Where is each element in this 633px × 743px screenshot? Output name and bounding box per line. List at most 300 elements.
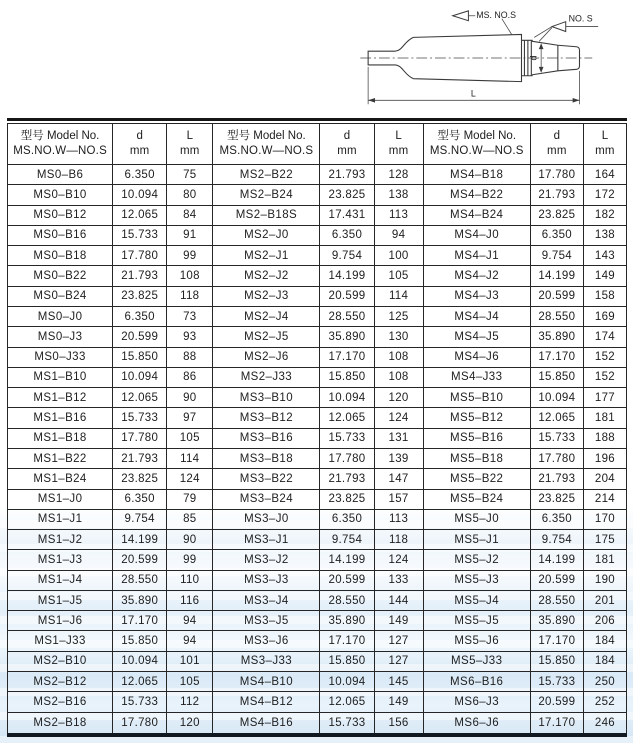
- l-cell: 214: [583, 489, 626, 509]
- nos-label: NO. S: [568, 13, 593, 24]
- model-cell: MS4–B10: [213, 672, 320, 692]
- d-cell: 23.825: [113, 469, 167, 489]
- d-cell: 17.170: [530, 712, 583, 735]
- model-cell: MS4–J2: [423, 266, 530, 286]
- model-cell: MS2–B22: [213, 165, 320, 185]
- model-cell: MS5–B16: [423, 428, 530, 448]
- l-cell: 158: [583, 286, 626, 306]
- model-cell: MS5–J5: [423, 611, 530, 631]
- table-row: [8, 266, 627, 286]
- l-cell: 184: [583, 651, 626, 671]
- l-cell: 138: [374, 185, 423, 205]
- d-cell: 15.733: [320, 428, 374, 448]
- l-cell: 188: [583, 428, 626, 448]
- d-cell: 10.094: [113, 651, 167, 671]
- d-cell: 15.733: [113, 225, 167, 245]
- l-cell: 127: [374, 631, 423, 651]
- d-cell: 35.890: [320, 611, 374, 631]
- spec-table-header: [8, 124, 627, 165]
- d-cell: 14.199: [320, 550, 374, 570]
- model-cell: MS3–B24: [213, 489, 320, 509]
- table-row: [8, 570, 627, 590]
- table-row: [8, 509, 627, 529]
- l-cell: 144: [374, 590, 423, 610]
- model-cell: MS5–J33: [423, 651, 530, 671]
- d-cell: 17.780: [113, 712, 167, 735]
- l-cell: 149: [374, 692, 423, 712]
- l-cell: 201: [583, 590, 626, 610]
- l-cell: 181: [583, 408, 626, 428]
- model-cell: MS0–J33: [8, 347, 113, 367]
- d-cell: 9.754: [530, 246, 583, 266]
- d-cell: 6.350: [320, 509, 374, 529]
- model-cell: MS5–B10: [423, 388, 530, 408]
- l-cell: 177: [583, 388, 626, 408]
- d-cell: 20.599: [113, 550, 167, 570]
- table-row: [8, 469, 627, 489]
- l-cell: 149: [583, 266, 626, 286]
- l-cell: 84: [167, 205, 213, 225]
- header-d-3: d mm: [530, 124, 583, 165]
- ms-nos-arrow: [453, 11, 469, 21]
- d-cell: 6.350: [530, 225, 583, 245]
- header-model-3: 型号 Model No. MS.NO.W—NO.S: [423, 124, 530, 165]
- arbor-technical-drawing: [356, 2, 628, 118]
- d-cell: 15.850: [320, 367, 374, 387]
- l-cell: 174: [583, 327, 626, 347]
- l-cell: 170: [583, 509, 626, 529]
- model-cell: MS2–J0: [213, 225, 320, 245]
- nos-leader-2: [539, 28, 552, 42]
- model-cell: MS5–J2: [423, 550, 530, 570]
- table-row: [8, 347, 627, 367]
- table-row: [8, 550, 627, 570]
- table-row: [8, 185, 627, 205]
- d-cell: 20.599: [320, 286, 374, 306]
- model-cell: MS1–B24: [8, 469, 113, 489]
- l-cell: 206: [583, 611, 626, 631]
- model-cell: MS4–B12: [213, 692, 320, 712]
- table-row: [8, 672, 627, 692]
- l-cell: 91: [167, 225, 213, 245]
- d-cell: 9.754: [530, 530, 583, 550]
- model-cell: MS1–B16: [8, 408, 113, 428]
- model-cell: MS1–J33: [8, 631, 113, 651]
- model-cell: MS5–J6: [423, 631, 530, 651]
- d-cell: 35.890: [113, 590, 167, 610]
- model-cell: MS2–J2: [213, 266, 320, 286]
- l-cell: 169: [583, 306, 626, 326]
- d-cell: 15.850: [320, 651, 374, 671]
- table-row: [8, 611, 627, 631]
- model-cell: MS6–B16: [423, 672, 530, 692]
- model-cell: MS0–B6: [8, 165, 113, 185]
- l-cell: 93: [167, 327, 213, 347]
- model-cell: MS1–J5: [8, 590, 113, 610]
- model-cell: MS5–J1: [423, 530, 530, 550]
- l-cell: 125: [374, 306, 423, 326]
- ms-nos-label: MS. NO.S: [476, 10, 517, 21]
- L-arrow-right: [573, 98, 580, 103]
- l-cell: 127: [374, 651, 423, 671]
- model-cell: MS5–B24: [423, 489, 530, 509]
- d-cell: 17.170: [320, 347, 374, 367]
- model-cell: MS2–B18S: [213, 205, 320, 225]
- d-cell: 20.599: [530, 570, 583, 590]
- table-row: [8, 489, 627, 509]
- d-cell: 17.170: [113, 611, 167, 631]
- l-cell: 120: [167, 712, 213, 735]
- l-cell: 79: [167, 489, 213, 509]
- model-cell: MS0–B22: [8, 266, 113, 286]
- d-cell: 28.550: [530, 306, 583, 326]
- d-cell: 14.199: [530, 266, 583, 286]
- model-cell: MS4–J4: [423, 306, 530, 326]
- table-row: [8, 205, 627, 225]
- d-cell: 14.199: [113, 530, 167, 550]
- header-model-2: 型号 Model No. MS.NO.W—NO.S: [213, 124, 320, 165]
- d-cell: 21.793: [113, 448, 167, 468]
- l-cell: 120: [374, 388, 423, 408]
- header-l-3: L mm: [583, 124, 626, 165]
- l-cell: 252: [583, 692, 626, 712]
- model-cell: MS3–B12: [213, 408, 320, 428]
- l-cell: 124: [374, 408, 423, 428]
- l-cell: 97: [167, 408, 213, 428]
- table-row: [8, 225, 627, 245]
- d-cell: 23.825: [113, 286, 167, 306]
- spec-table-wrap: [7, 118, 627, 737]
- model-cell: MS5–J4: [423, 590, 530, 610]
- d-cell: 10.094: [320, 672, 374, 692]
- l-cell: 152: [583, 347, 626, 367]
- l-cell: 182: [583, 205, 626, 225]
- d-cell: 17.780: [113, 246, 167, 266]
- l-cell: 128: [374, 165, 423, 185]
- model-cell: MS1–J6: [8, 611, 113, 631]
- model-cell: MS3–B18: [213, 448, 320, 468]
- d-cell: 15.733: [113, 408, 167, 428]
- d-cell: 17.170: [320, 631, 374, 651]
- d-cell: 15.733: [320, 712, 374, 735]
- l-cell: 101: [167, 651, 213, 671]
- l-cell: 108: [167, 266, 213, 286]
- d-cell: 20.599: [320, 570, 374, 590]
- table-row: [8, 286, 627, 306]
- l-cell: 108: [374, 347, 423, 367]
- l-cell: 80: [167, 185, 213, 205]
- d-cell: 17.780: [530, 165, 583, 185]
- d-cell: 20.599: [530, 692, 583, 712]
- model-cell: MS2–J6: [213, 347, 320, 367]
- d-cell: 6.350: [320, 225, 374, 245]
- L-dimension-label: L: [470, 88, 476, 99]
- l-cell: 124: [374, 550, 423, 570]
- l-cell: 147: [374, 469, 423, 489]
- d-cell: 17.431: [320, 205, 374, 225]
- model-cell: MS4–J6: [423, 347, 530, 367]
- d-cell: 28.550: [530, 590, 583, 610]
- model-cell: MS3–J0: [213, 509, 320, 529]
- d-cell: 17.780: [113, 428, 167, 448]
- model-cell: MS4–J5: [423, 327, 530, 347]
- d-cell: 21.793: [113, 266, 167, 286]
- model-cell: MS4–B24: [423, 205, 530, 225]
- model-cell: MS5–J0: [423, 509, 530, 529]
- l-cell: 149: [374, 611, 423, 631]
- d-cell: 35.890: [530, 611, 583, 631]
- d-cell: 17.780: [320, 448, 374, 468]
- model-cell: MS4–B22: [423, 185, 530, 205]
- l-cell: 94: [167, 631, 213, 651]
- model-cell: MS6–J6: [423, 712, 530, 735]
- l-cell: 133: [374, 570, 423, 590]
- model-cell: MS2–J5: [213, 327, 320, 347]
- model-cell: MS3–J2: [213, 550, 320, 570]
- l-cell: 118: [374, 530, 423, 550]
- model-cell: MS5–B22: [423, 469, 530, 489]
- d-dimension-label: d: [528, 55, 539, 61]
- model-cell: MS4–J0: [423, 225, 530, 245]
- d-cell: 15.850: [113, 347, 167, 367]
- l-cell: 90: [167, 388, 213, 408]
- model-cell: MS1–B10: [8, 367, 113, 387]
- d-cell: 28.550: [320, 590, 374, 610]
- l-cell: 152: [583, 367, 626, 387]
- nos-leader-1: [534, 27, 552, 38]
- d-cell: 21.793: [530, 185, 583, 205]
- l-cell: 105: [167, 428, 213, 448]
- model-cell: MS1–J3: [8, 550, 113, 570]
- model-cell: MS3–B16: [213, 428, 320, 448]
- model-cell: MS0–B24: [8, 286, 113, 306]
- d-cell: 17.170: [530, 347, 583, 367]
- model-cell: MS4–J3: [423, 286, 530, 306]
- d-cell: 17.170: [530, 631, 583, 651]
- l-cell: 250: [583, 672, 626, 692]
- d-cell: 23.825: [530, 489, 583, 509]
- d-cell: 17.780: [530, 448, 583, 468]
- table-row: [8, 408, 627, 428]
- l-cell: 113: [374, 509, 423, 529]
- d-cell: 15.733: [530, 428, 583, 448]
- l-cell: 143: [583, 246, 626, 266]
- l-cell: 99: [167, 550, 213, 570]
- table-row: [8, 631, 627, 651]
- l-cell: 113: [374, 205, 423, 225]
- d-cell: 9.754: [113, 509, 167, 529]
- l-cell: 139: [374, 448, 423, 468]
- model-cell: MS4–J1: [423, 246, 530, 266]
- d-arrow-up: [539, 43, 544, 49]
- l-cell: 73: [167, 306, 213, 326]
- l-cell: 175: [583, 530, 626, 550]
- d-cell: 15.850: [113, 631, 167, 651]
- header-row: [8, 124, 627, 165]
- l-cell: 85: [167, 509, 213, 529]
- nos-arrow: [552, 22, 566, 32]
- table-row: [8, 306, 627, 326]
- model-cell: MS2–B12: [8, 672, 113, 692]
- table-row: [8, 327, 627, 347]
- l-cell: 112: [167, 692, 213, 712]
- model-cell: MS3–J5: [213, 611, 320, 631]
- d-cell: 23.825: [320, 185, 374, 205]
- l-cell: 108: [374, 367, 423, 387]
- d-cell: 20.599: [530, 286, 583, 306]
- d-cell: 28.550: [320, 306, 374, 326]
- table-row: [8, 692, 627, 712]
- model-cell: MS1–J0: [8, 489, 113, 509]
- l-cell: 110: [167, 570, 213, 590]
- model-cell: MS0–B16: [8, 225, 113, 245]
- l-cell: 145: [374, 672, 423, 692]
- model-cell: MS4–J33: [423, 367, 530, 387]
- model-cell: MS2–B16: [8, 692, 113, 712]
- model-cell: MS2–B18: [8, 712, 113, 735]
- model-cell: MS3–B22: [213, 469, 320, 489]
- model-cell: MS0–B18: [8, 246, 113, 266]
- model-cell: MS3–J1: [213, 530, 320, 550]
- model-cell: MS2–B24: [213, 185, 320, 205]
- d-cell: 12.065: [113, 672, 167, 692]
- d-cell: 23.825: [320, 489, 374, 509]
- d-cell: 9.754: [320, 246, 374, 266]
- header-l-1: L mm: [167, 124, 213, 165]
- model-cell: MS3–J3: [213, 570, 320, 590]
- model-cell: MS3–J4: [213, 590, 320, 610]
- spec-table: [7, 123, 627, 737]
- d-cell: 9.754: [320, 530, 374, 550]
- table-row: [8, 246, 627, 266]
- table-row: [8, 530, 627, 550]
- model-cell: MS1–J4: [8, 570, 113, 590]
- L-arrow-left: [368, 98, 375, 103]
- model-cell: MS1–J1: [8, 509, 113, 529]
- l-cell: 184: [583, 631, 626, 651]
- l-cell: 204: [583, 469, 626, 489]
- model-cell: MS3–J6: [213, 631, 320, 651]
- table-row: [8, 590, 627, 610]
- model-cell: MS1–B18: [8, 428, 113, 448]
- l-cell: 105: [374, 266, 423, 286]
- model-cell: MS2–J33: [213, 367, 320, 387]
- l-cell: 105: [167, 672, 213, 692]
- d-cell: 28.550: [113, 570, 167, 590]
- d-cell: 35.890: [320, 327, 374, 347]
- table-row: [8, 428, 627, 448]
- l-cell: 156: [374, 712, 423, 735]
- header-d-2: d mm: [320, 124, 374, 165]
- d-cell: 6.350: [113, 165, 167, 185]
- l-cell: 196: [583, 448, 626, 468]
- d-cell: 21.793: [530, 469, 583, 489]
- d-cell: 6.350: [113, 306, 167, 326]
- l-cell: 86: [167, 367, 213, 387]
- model-cell: MS5–B18: [423, 448, 530, 468]
- model-cell: MS2–J1: [213, 246, 320, 266]
- d-cell: 15.850: [530, 651, 583, 671]
- model-cell: MS1–B22: [8, 448, 113, 468]
- d-cell: 10.094: [113, 367, 167, 387]
- table-row: [8, 448, 627, 468]
- model-cell: MS1–J2: [8, 530, 113, 550]
- l-cell: 138: [583, 225, 626, 245]
- model-cell: MS2–J4: [213, 306, 320, 326]
- d-cell: 14.199: [320, 266, 374, 286]
- l-cell: 99: [167, 246, 213, 266]
- model-cell: MS4–B18: [423, 165, 530, 185]
- model-cell: MS0–J3: [8, 327, 113, 347]
- d-cell: 10.094: [113, 185, 167, 205]
- d-cell: 12.065: [113, 205, 167, 225]
- model-cell: MS2–B10: [8, 651, 113, 671]
- d-cell: 6.350: [530, 509, 583, 529]
- d-cell: 35.890: [530, 327, 583, 347]
- model-cell: MS0–B10: [8, 185, 113, 205]
- l-cell: 116: [167, 590, 213, 610]
- d-cell: 21.793: [320, 469, 374, 489]
- l-cell: 90: [167, 530, 213, 550]
- l-cell: 164: [583, 165, 626, 185]
- l-cell: 157: [374, 489, 423, 509]
- l-cell: 94: [374, 225, 423, 245]
- header-model-1: 型号 Model No. MS.NO.W—NO.S: [8, 124, 113, 165]
- model-cell: MS6–J3: [423, 692, 530, 712]
- spec-table-body: [8, 165, 627, 736]
- l-cell: 246: [583, 712, 626, 735]
- header-d-1: d mm: [113, 124, 167, 165]
- model-cell: MS3–J33: [213, 651, 320, 671]
- model-cell: MS0–J0: [8, 306, 113, 326]
- header-l-2: L mm: [374, 124, 423, 165]
- l-cell: 94: [167, 611, 213, 631]
- d-cell: 12.065: [113, 388, 167, 408]
- model-cell: MS0–B12: [8, 205, 113, 225]
- l-cell: 100: [374, 246, 423, 266]
- ms-nos-leader: [502, 19, 512, 35]
- l-cell: 131: [374, 428, 423, 448]
- model-cell: MS5–B12: [423, 408, 530, 428]
- d-cell: 10.094: [320, 388, 374, 408]
- table-row: [8, 367, 627, 387]
- d-cell: 10.094: [530, 388, 583, 408]
- model-cell: MS4–B16: [213, 712, 320, 735]
- l-cell: 181: [583, 550, 626, 570]
- l-cell: 75: [167, 165, 213, 185]
- l-cell: 114: [374, 286, 423, 306]
- d-cell: 12.065: [320, 692, 374, 712]
- model-cell: MS5–J3: [423, 570, 530, 590]
- d-cell: 15.850: [530, 367, 583, 387]
- d-cell: 21.793: [320, 165, 374, 185]
- arbor-drawing-svg: [356, 2, 628, 118]
- d-cell: 14.199: [530, 550, 583, 570]
- table-row: [8, 388, 627, 408]
- table-row: [8, 651, 627, 671]
- d-cell: 6.350: [113, 489, 167, 509]
- model-cell: MS2–J3: [213, 286, 320, 306]
- l-cell: 118: [167, 286, 213, 306]
- d-arrow-down: [539, 67, 544, 73]
- model-cell: MS3–B10: [213, 388, 320, 408]
- d-cell: 20.599: [113, 327, 167, 347]
- d-cell: 15.733: [113, 692, 167, 712]
- l-cell: 124: [167, 469, 213, 489]
- table-row: [8, 712, 627, 735]
- l-cell: 130: [374, 327, 423, 347]
- l-cell: 190: [583, 570, 626, 590]
